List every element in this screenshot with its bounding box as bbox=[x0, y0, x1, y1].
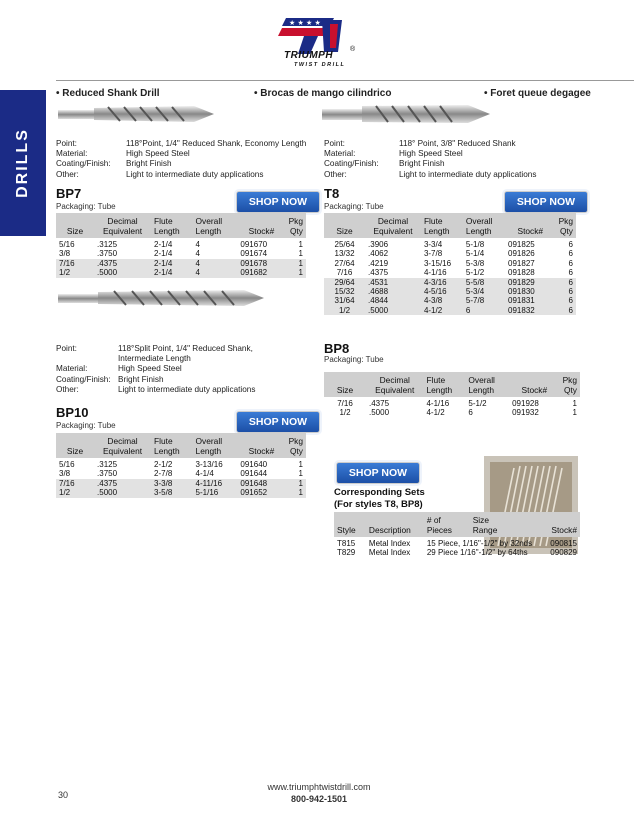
svg-text:★ ★ ★ ★: ★ ★ ★ ★ bbox=[289, 19, 321, 27]
th-pieces: # of Pieces bbox=[426, 515, 452, 535]
th-flute: Flute Length bbox=[426, 375, 453, 395]
bp10-packaging: Packaging: Tube bbox=[56, 421, 116, 430]
th-overall: Overall Length bbox=[195, 216, 223, 236]
table-row: 27/64 .4219 3-15/16 5-3/8 091827 6 bbox=[334, 258, 573, 268]
th-decimal: Decimal Equivalent bbox=[102, 216, 143, 236]
th-pkg: Pkg Qty bbox=[562, 375, 577, 395]
spec-value: Bright Finish bbox=[126, 159, 172, 169]
t8-table bbox=[324, 213, 576, 315]
spec-label: Other: bbox=[324, 169, 347, 179]
bp8-title: BP8 bbox=[324, 341, 350, 356]
drill-image-bp7 bbox=[58, 100, 218, 128]
bp7-shop-now-button[interactable]: SHOP NOW bbox=[236, 191, 320, 213]
logo-brand: TRIUMPH bbox=[284, 50, 334, 61]
table-row: 13/32 .4062 3-7/8 5-1/4 091826 6 bbox=[334, 249, 573, 259]
table-row: 7/16 .4375 4-1/16 5-1/2 091828 6 bbox=[336, 268, 573, 278]
th-decimal: Decimal Equivalent bbox=[375, 375, 415, 395]
spec-label: Other: bbox=[56, 169, 79, 179]
drill-image-t8 bbox=[322, 100, 492, 128]
drill-image-bp10 bbox=[58, 284, 268, 312]
header-rule bbox=[56, 80, 634, 81]
bp7-title: BP7 bbox=[56, 186, 82, 201]
th-stock: Stock# bbox=[517, 226, 544, 236]
table-row: 3/8 .3750 2-7/8 4-1/4 091644 1 bbox=[59, 469, 303, 479]
table-row: 7/16 .4375 2-1/4 4 091678 1 bbox=[56, 259, 306, 268]
sets-heading: Corresponding Sets (For styles T8, BP8) bbox=[334, 487, 425, 510]
table-row: 5/16 .3125 2-1/2 3-13/16 091640 1 bbox=[59, 460, 303, 469]
sets-shop-now-button[interactable]: SHOP NOW bbox=[336, 462, 420, 484]
spec-label: Point: bbox=[324, 139, 345, 148]
spec-value: 118°Point, 1/4" Reduced Shank, Economy Length bbox=[126, 139, 307, 148]
table-row: 1/2 .5000 2-1/4 4 091682 1 bbox=[56, 268, 306, 277]
spec-label: Coating/Finish: bbox=[324, 159, 379, 169]
table-row: 25/64 .3906 3-3/4 5-1/8 091825 6 bbox=[334, 240, 573, 249]
table-row: T829 Metal Index 29 Piece 1/16"-1/2" by 64ths 090829 bbox=[337, 548, 577, 558]
spec-value: Bright Finish bbox=[399, 159, 445, 169]
th-stock: Stock# bbox=[248, 446, 275, 456]
th-overall: Overall Length bbox=[195, 436, 223, 456]
bp7-table bbox=[56, 213, 306, 278]
page-number: 30 bbox=[58, 790, 69, 800]
table-row: 7/16 .4375 3-3/8 4-11/16 091648 1 bbox=[56, 479, 306, 488]
th-flute: Flute Length bbox=[423, 216, 450, 236]
t8-shop-now-button[interactable]: SHOP NOW bbox=[504, 191, 588, 213]
bullet-french: • Foret queue degagee bbox=[484, 88, 591, 99]
spec-value: High Speed Steel bbox=[118, 364, 182, 374]
spec-value: Intermediate Length bbox=[118, 354, 191, 364]
th-pkg: Pkg Qty bbox=[288, 436, 303, 456]
specs-bp7 bbox=[56, 139, 326, 180]
logo-sub: TWIST DRILL bbox=[294, 62, 346, 68]
table-row: 3/8 .3750 2-1/4 4 091674 1 bbox=[59, 249, 303, 259]
th-decimal: Decimal Equivalent bbox=[102, 436, 143, 456]
spec-label: Other: bbox=[56, 384, 79, 394]
spec-label: Point: bbox=[56, 344, 77, 353]
footer-phone: 800-942-1501 bbox=[290, 794, 348, 804]
spec-value: 118°Split Point, 1/4" Reduced Shank, bbox=[118, 344, 253, 353]
bp8-packaging: Packaging: Tube bbox=[324, 355, 384, 364]
registered-mark: ® bbox=[350, 46, 356, 53]
triumph-logo bbox=[272, 12, 366, 70]
spec-value: 118° Point, 3/8" Reduced Shank bbox=[399, 139, 516, 148]
specs-t8 bbox=[324, 139, 624, 180]
specs-bp10 bbox=[56, 344, 316, 395]
table-row: 1/2 .5000 4-1/2 6 091832 6 bbox=[324, 306, 576, 315]
footer-url: www.triumphtwistdrill.com bbox=[267, 782, 371, 792]
th-pkg: Pkg Qty bbox=[288, 216, 303, 236]
table-row: T815 Metal Index 15 Piece, 1/16"-1/2" by 32nds 090815 bbox=[337, 539, 577, 548]
spec-label: Coating/Finish: bbox=[56, 374, 111, 384]
t8-packaging: Packaging: Tube bbox=[324, 202, 384, 211]
table-row: 1/2 .5000 3-5/8 5-1/16 091652 1 bbox=[56, 488, 306, 497]
spec-value: High Speed Steel bbox=[126, 149, 190, 159]
sets-table bbox=[334, 512, 580, 558]
th-decimal: Decimal Equivalent bbox=[373, 216, 413, 236]
spec-value: Bright Finish bbox=[118, 374, 164, 384]
th-stock: Stock# bbox=[521, 385, 548, 395]
side-tab-label: DRILLS bbox=[14, 128, 31, 198]
spec-label: Material: bbox=[56, 364, 88, 374]
th-pkg: Pkg Qty bbox=[558, 216, 573, 236]
th-overall: Overall Length bbox=[468, 375, 495, 395]
th-stock: Stock# bbox=[551, 525, 577, 535]
bp10-title: BP10 bbox=[56, 405, 89, 420]
spec-label bbox=[56, 354, 118, 364]
spec-value: Light to intermediate duty applications bbox=[118, 384, 256, 394]
th-size: Size bbox=[66, 226, 84, 236]
table-row: 29/64 .4531 4-3/16 5-5/8 091829 6 bbox=[324, 278, 576, 287]
th-size: Size bbox=[66, 446, 84, 456]
th-stock: Stock# bbox=[248, 226, 275, 236]
th-style: Style bbox=[337, 525, 356, 535]
side-tab-label-wrap bbox=[0, 90, 46, 236]
bp7-packaging: Packaging: Tube bbox=[56, 202, 116, 211]
table-row: 5/16 .3125 2-1/4 4 091670 1 bbox=[59, 240, 303, 249]
bullet-english: • Reduced Shank Drill bbox=[56, 88, 160, 99]
spec-label: Material: bbox=[56, 149, 88, 159]
th-range: Size Range bbox=[472, 515, 498, 535]
t8-title: T8 bbox=[324, 186, 340, 201]
table-row: 31/64 .4844 4-3/8 5-7/8 091831 6 bbox=[324, 296, 576, 305]
bullet-spanish: • Brocas de mango cilindrico bbox=[254, 88, 392, 99]
th-size: Size bbox=[336, 385, 354, 395]
bp8-table bbox=[324, 372, 580, 418]
th-overall: Overall Length bbox=[465, 216, 493, 236]
th-flute: Flute Length bbox=[154, 216, 180, 236]
spec-value: High Speed Steel bbox=[399, 149, 463, 159]
th-description: Description bbox=[368, 525, 411, 535]
bp10-table bbox=[56, 433, 306, 498]
table-row: 7/16 .4375 4-1/16 5-1/2 091928 1 bbox=[337, 399, 577, 408]
th-size: Size bbox=[336, 226, 353, 236]
table-row: 15/32 .4688 4-5/16 5-3/4 091830 6 bbox=[324, 287, 576, 296]
spec-value: Light to intermediate duty applications bbox=[126, 169, 264, 179]
table-row: 1/2 .5000 4-1/2 6 091932 1 bbox=[339, 408, 577, 418]
th-flute: Flute Length bbox=[154, 436, 180, 456]
spec-label: Point: bbox=[56, 139, 77, 148]
spec-label: Coating/Finish: bbox=[56, 159, 111, 169]
bp10-shop-now-button[interactable]: SHOP NOW bbox=[236, 411, 320, 433]
spec-value: Light to intermediate duty applications bbox=[399, 169, 537, 179]
spec-label: Material: bbox=[324, 149, 356, 159]
